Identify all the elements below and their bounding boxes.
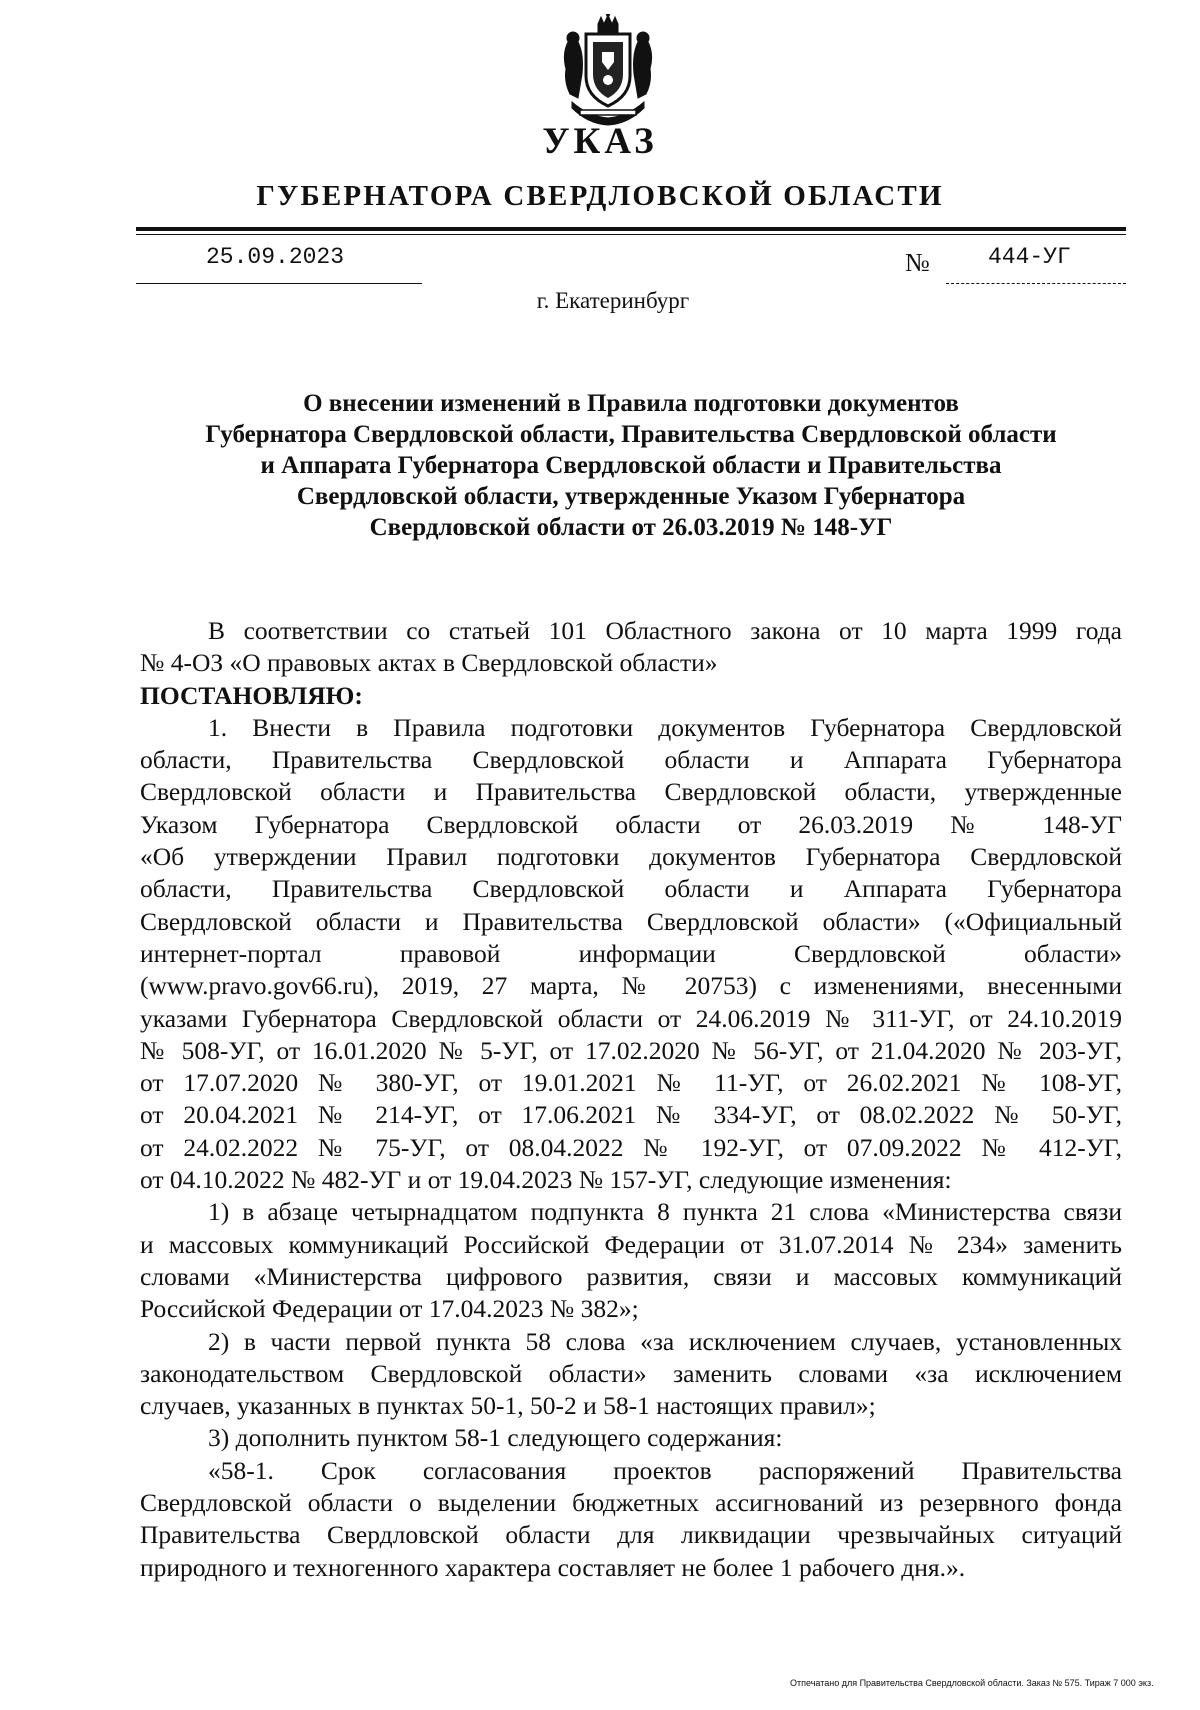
- body-line: Свердловской области и Правительства Свердловской области» («Официальный: [140, 906, 1122, 936]
- body-line: природного и техногенного характера составляет не более 1 рабочего дня.».: [140, 1552, 966, 1582]
- heading-line: и Аппарата Губернатора Свердловской области и Правительства: [260, 452, 1002, 479]
- header-rule-thick: [136, 227, 1126, 231]
- body-line: Указом Губернатора Свердловской области от 26.03.2019 № 148-УГ: [140, 809, 1122, 839]
- decree-number: 444-УГ: [988, 244, 1071, 270]
- heading-line: Свердловской области, утвержденные Указом Губернатора: [296, 483, 966, 510]
- print-imprint: Отпечатано для Правительства Свердловской области. Заказ № 575. Тираж 7 000 экз.: [790, 1678, 1154, 1688]
- coat-of-arms-emblem: [558, 14, 658, 126]
- body-line: № 4-ОЗ «О правовых актах в Свердловской области»: [140, 648, 718, 678]
- body-line: словами «Министерства цифрового развития, связи и массовых коммуникаций: [140, 1261, 1122, 1291]
- body-line: 3) дополнить пунктом 58-1 следующего содержания:: [208, 1423, 783, 1453]
- body-line: 1) в абзаце четырнадцатом подпункта 8 пункта 21 слова «Министерства связи: [208, 1197, 1122, 1227]
- body-line: интернет-портал правовой информации Свердловской области»: [140, 938, 1122, 968]
- decree-heading: [136, 388, 1126, 543]
- body-line: и массовых коммуникаций Российской Федерации от 31.07.2014 № 234» заменить: [140, 1229, 1122, 1259]
- document-type-title: УКАЗ: [542, 121, 658, 162]
- body-line: В соответствии со статьей 101 Областного закона от 10 марта 1999 года: [208, 616, 1122, 645]
- body-line: Российской Федерации от 17.04.2023 № 382»;: [140, 1294, 639, 1324]
- body-line: указами Губернатора Свердловской области от 24.06.2019 № 311-УГ, от 24.10.2019: [140, 1003, 1122, 1033]
- body-line: «Об утверждении Правил подготовки документов Губернатора Свердловской: [140, 842, 1122, 872]
- heading-line: Губернатора Свердловской области, Правительства Свердловской области: [205, 421, 1057, 448]
- body-line: (www.pravo.gov66.ru), 2019, 27 марта, № 20753) с изменениями, внесенными: [140, 971, 1122, 1001]
- decree-date: 25.09.2023: [206, 244, 345, 270]
- number-underline: [946, 283, 1126, 284]
- body-line: 2) в части первой пункта 58 слова «за исключением случаев, установленных: [208, 1326, 1122, 1356]
- city-name: г. Екатеринбург: [536, 288, 690, 313]
- header-rule-thin: [136, 234, 1126, 235]
- number-sign: №: [905, 248, 930, 277]
- body-line: от 17.07.2020 № 380-УГ, от 19.01.2021 № 11-УГ, от 26.02.2021 № 108-УГ,: [140, 1068, 1122, 1098]
- heading-line: Свердловской области от 26.03.2019 № 148-УГ: [369, 514, 893, 541]
- resolve-keyword: ПОСТАНОВЛЯЮ:: [140, 680, 363, 710]
- body-line: «58-1. Срок согласования проектов распоряжений Правительства: [208, 1455, 1122, 1485]
- body-line: Правительства Свердловской области для ликвидации чрезвычайных ситуаций: [140, 1520, 1122, 1550]
- body-line: от 04.10.2022 № 482-УГ и от 19.04.2023 № 157-УГ, следующие изменения:: [140, 1165, 952, 1195]
- date-underline: [136, 283, 422, 284]
- body-line: Свердловской области и Правительства Свердловской области, утвержденные: [140, 777, 1122, 807]
- decree-body: [140, 615, 1122, 1584]
- heading-line: О внесении изменений в Правила подготовки документов: [303, 390, 959, 417]
- body-line: 1. Внести в Правила подготовки документов Губернатора Свердловской: [208, 712, 1122, 742]
- body-line: от 20.04.2021 № 214-УГ, от 17.06.2021 № 334-УГ, от 08.02.2022 № 50-УГ,: [140, 1100, 1122, 1130]
- body-line: случаев, указанных в пунктах 50-1, 50-2 и 58-1 настоящих правил»;: [140, 1391, 876, 1421]
- issuing-authority: ГУБЕРНАТОРА СВЕРДЛОВСКОЙ ОБЛАСТИ: [256, 180, 944, 212]
- body-line: области, Правительства Свердловской области и Аппарата Губернатора: [140, 745, 1122, 775]
- body-line: законодательством Свердловской области» заменить словами «за исключением: [140, 1358, 1122, 1388]
- body-line: от 24.02.2022 № 75-УГ, от 08.04.2022 № 192-УГ, от 07.09.2022 № 412-УГ,: [140, 1132, 1122, 1162]
- body-line: Свердловской области о выделении бюджетных ассигнований из резервного фонда: [140, 1488, 1122, 1518]
- body-line: № 508-УГ, от 16.01.2020 № 5-УГ, от 17.02.2020 № 56-УГ, от 21.04.2020 № 203-УГ,: [140, 1035, 1122, 1065]
- body-line: области, Правительства Свердловской области и Аппарата Губернатора: [140, 874, 1122, 904]
